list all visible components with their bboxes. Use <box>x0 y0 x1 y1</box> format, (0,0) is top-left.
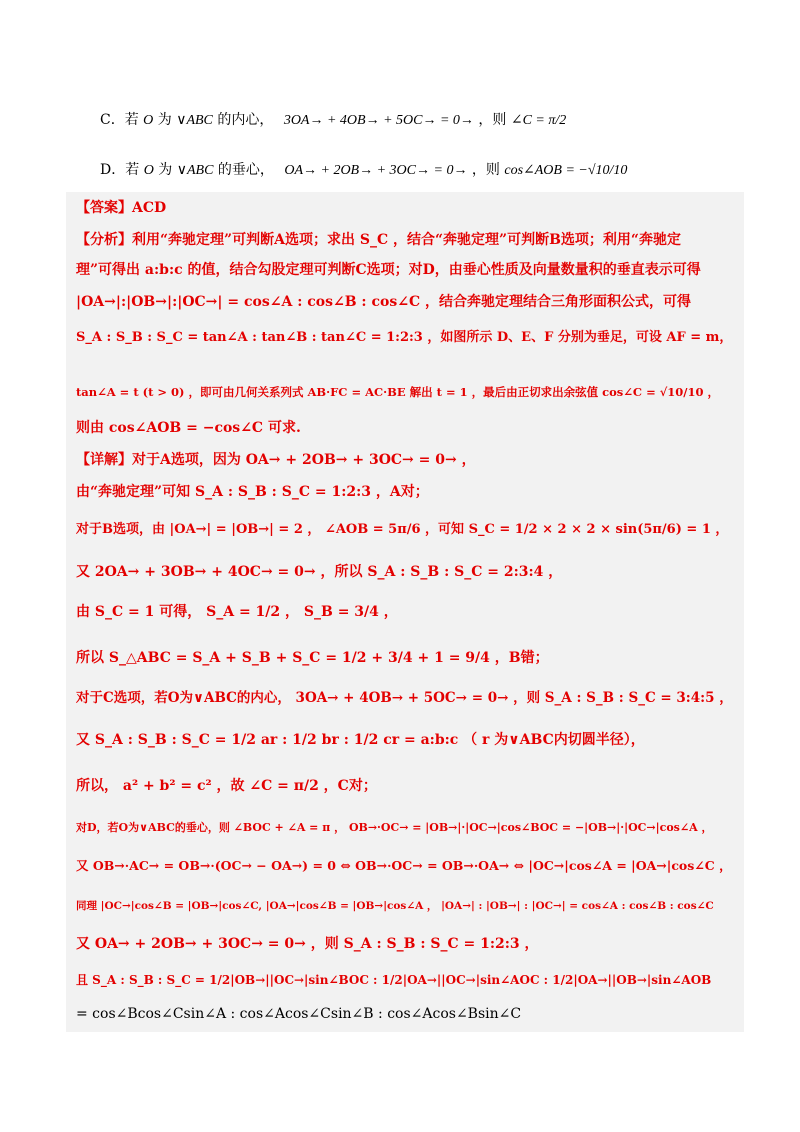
analysis-line: S_A : S_B : S_C = tan∠A : tan∠B : tan∠C = 1:2:3 ，如图所示 D、E、F 分别为垂足，可设 AF = m， <box>76 330 733 345</box>
detail-line: 所以 S_△ABC = S_A + S_B + S_C = 1/2 + 3/4 + 1 = 9/4 ，B错； <box>76 650 549 666</box>
option-d-tri: ∨ABC <box>176 163 214 178</box>
option-c-role: 的内心， <box>217 112 274 128</box>
analysis-line: 【分析】利用“奔驰定理”可判断A选项；求出 S_C ，结合“奔驰定理”可判断B选项；利用“奔驰定 <box>76 232 681 248</box>
analysis-line: |OA→|:|OB→|:|OC→| = cos∠A : cos∠B : cos∠C ，结合奔驰定理结合三角形面积公式，可得 <box>76 294 691 310</box>
option-d-cond: OA→ + 2OB→ + 3OC→ = 0→ <box>284 163 468 178</box>
option-c-mid: 为 <box>157 112 172 128</box>
option-c-tri: ∨ABC <box>176 113 213 128</box>
detail-line: 又 2OA→ + 3OB→ + 4OC→ = 0→ ，所以 S_A : S_B : S_C = 2:3:4 ， <box>76 564 563 580</box>
option-d <box>100 160 760 181</box>
detail-line: 【详解】对于A选项，因为 OA→ + 2OB→ + 3OC→ = 0→ ， <box>76 452 476 468</box>
analysis-line: tan∠A = t (t > 0) ，即可由几何关系列式 AB·FC = AC·BE 解出 t = 1 ，最后由正切求出余弦值 cos∠C = √10/10 ， <box>76 385 719 399</box>
answer-label: 【答案】ACD <box>76 200 167 216</box>
option-d-result: cos∠AOB = −√10/10 <box>504 163 628 178</box>
detail-line: = cos∠Bcos∠Csin∠A : cos∠Acos∠Csin∠B : cos∠Acos∠Bsin∠C <box>76 1006 522 1022</box>
detail-line: 对于B选项，由 |OA→| = |OB→| = 2 ， ∠AOB = 5π/6 ，可知 S_C = 1/2 × 2 × 2 × sin(5π/6) = 1 ， <box>76 522 729 537</box>
option-d-then: ，则 <box>471 162 500 178</box>
detail-line: 所以， a² + b² = c² ，故 ∠C = π/2 ，C对； <box>76 778 377 794</box>
detail-line: 又 OB→·AC→ = OB→·(OC→ − OA→) = 0 ⇔ OB→·OC→ = OB→·OA→ ⇔ |OC→|cos∠A = |OA→|cos∠C ， <box>76 858 732 873</box>
option-d-mid: 为 <box>158 162 173 178</box>
option-d-role: 的垂心， <box>217 162 274 178</box>
option-d-label: D．若 <box>100 162 140 178</box>
detail-line: 由“奔驰定理”可知 S_A : S_B : S_C = 1:2:3 ，A对； <box>76 484 429 500</box>
point-o: O <box>143 113 154 128</box>
detail-line: 同理 |OC→|cos∠B = |OB→|cos∠C, |OA→|cos∠B = |OB→|cos∠A ， |OA→| : |OB→| : |OC→| = cos∠A : cos∠B : cos∠C <box>76 900 714 912</box>
point-o: O <box>143 163 154 178</box>
option-c-then: ，则 <box>478 112 507 128</box>
analysis-line: 理”可得出 a:b:c 的值，结合勾股定理可判断C选项；对D，由垂心性质及向量数量积的垂直表示可得 <box>76 262 701 278</box>
analysis-line: 则由 cos∠AOB = −cos∠C 可求. <box>76 420 301 436</box>
option-c-cond: 3OA→ + 4OB→ + 5OC→ = 0→ <box>283 113 474 128</box>
option-c-result: ∠C = π/2 <box>510 113 567 128</box>
detail-line: 由 S_C = 1 可得， S_A = 1/2 ， S_B = 3/4 ， <box>76 604 398 620</box>
detail-line: 对D，若O为∨ABC的垂心，则 ∠BOC + ∠A = π ， OB→·OC→ = |OB→|·|OC→|cos∠BOC = −|OB→|·|OC→|cos∠A ， <box>76 821 713 834</box>
option-c <box>100 110 760 131</box>
detail-line: 对于C选项，若O为∨ABC的内心， 3OA→ + 4OB→ + 5OC→ = 0→ ，则 S_A : S_B : S_C = 3:4:5 ， <box>76 690 733 706</box>
detail-line: 又 S_A : S_B : S_C = 1/2 ar : 1/2 br : 1/2 cr = a:b:c （ r 为∨ABC内切圆半径）， <box>76 732 645 748</box>
detail-line: 又 OA→ + 2OB→ + 3OC→ = 0→ ，则 S_A : S_B : S_C = 1:2:3 ， <box>76 936 539 952</box>
detail-line: 且 S_A : S_B : S_C = 1/2|OB→||OC→|sin∠BOC : 1/2|OA→||OC→|sin∠AOC : 1/2|OA→||OB→|sin∠AOB <box>76 973 712 987</box>
option-c-label: C．若 <box>100 112 139 128</box>
